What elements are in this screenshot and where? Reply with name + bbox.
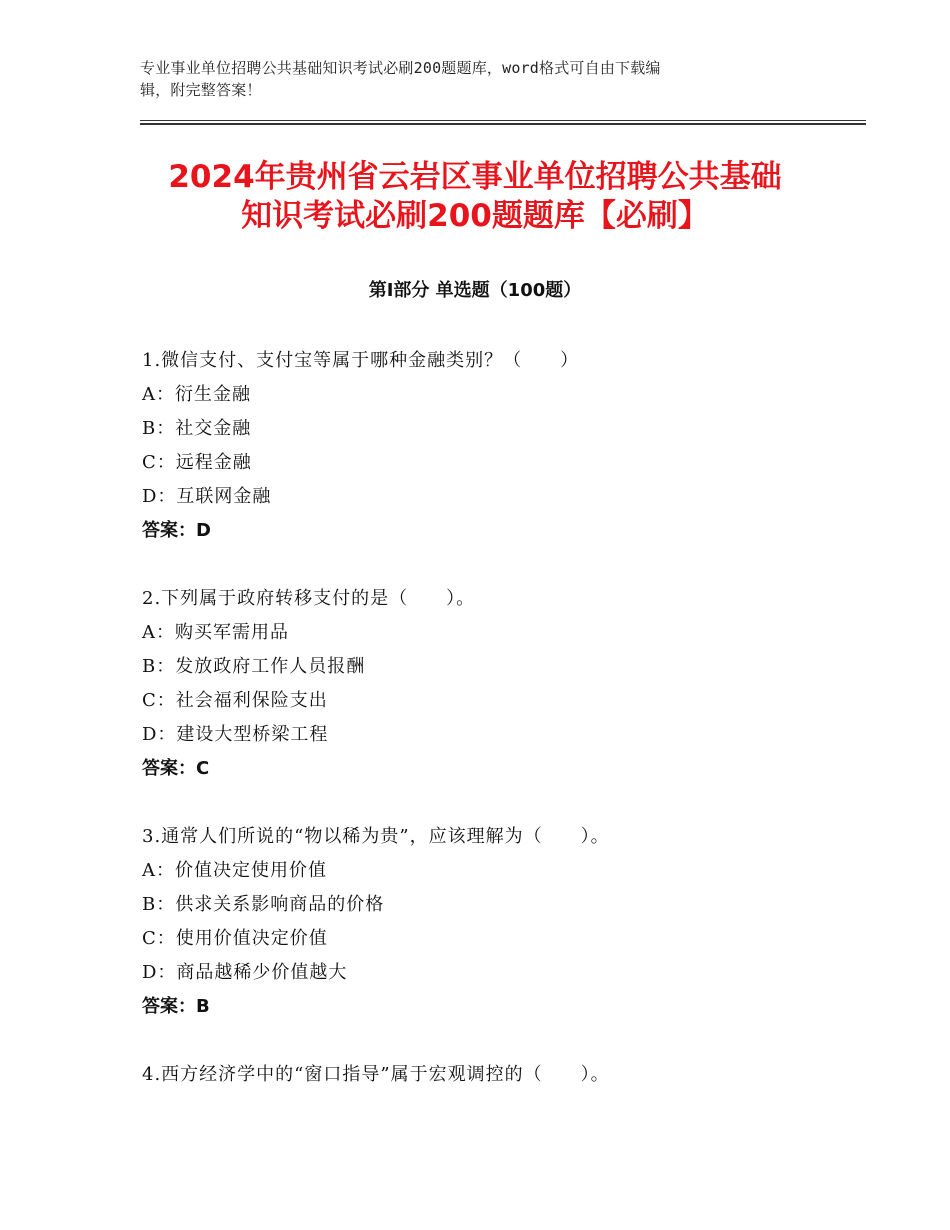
document-title-line-2: 知识考试必刷200题题库【必刷】 [241, 198, 709, 234]
option-b: B：发放政府工作人员报酬 [142, 656, 366, 677]
option-b: B：社交金融 [142, 418, 252, 439]
header-note-line-1: 专业事业单位招聘公共基础知识考试必刷200题题库，word格式可自由下载编 [140, 59, 661, 77]
option-d: D：商品越稀少价值越大 [142, 962, 348, 983]
option-c: C：使用价值决定价值 [142, 928, 328, 949]
question-stem: 4.西方经济学中的“窗口指导”属于宏观调控的（ ）。 [142, 1064, 610, 1085]
document-title-line-1: 2024年贵州省云岩区事业单位招聘公共基础 [168, 159, 782, 195]
answer: 答案：B [142, 996, 210, 1017]
document-title [100, 158, 850, 236]
option-d: D：互联网金融 [142, 486, 272, 507]
option-a: A：购买军需用品 [142, 622, 289, 643]
option-c: C：远程金融 [142, 452, 252, 473]
header-note-line-2: 辑，附完整答案！ [140, 81, 262, 99]
header-note [140, 57, 800, 101]
question-2 [142, 582, 862, 786]
question-stem: 2.下列属于政府转移支付的是（ ）。 [142, 588, 476, 609]
question-3 [142, 820, 862, 1024]
answer: 答案：D [142, 520, 211, 541]
option-c: C：社会福利保险支出 [142, 690, 328, 711]
question-stem: 1.微信支付、支付宝等属于哪种金融类别？（ ） [142, 350, 580, 371]
part-heading: 第Ⅰ部分 单选题（100题） [368, 280, 582, 301]
option-a: A：衍生金融 [142, 384, 251, 405]
option-d: D：建设大型桥梁工程 [142, 724, 329, 745]
question-stem: 3.通常人们所说的“物以稀为贵”，应该理解为（ ）。 [142, 826, 610, 847]
answer: 答案：C [142, 758, 210, 779]
option-a: A：价值决定使用价值 [142, 860, 327, 881]
header-divider [140, 120, 866, 125]
option-b: B：供求关系影响商品的价格 [142, 894, 385, 915]
question-list [142, 344, 862, 1126]
question-1 [142, 344, 862, 548]
question-4 [142, 1058, 862, 1092]
